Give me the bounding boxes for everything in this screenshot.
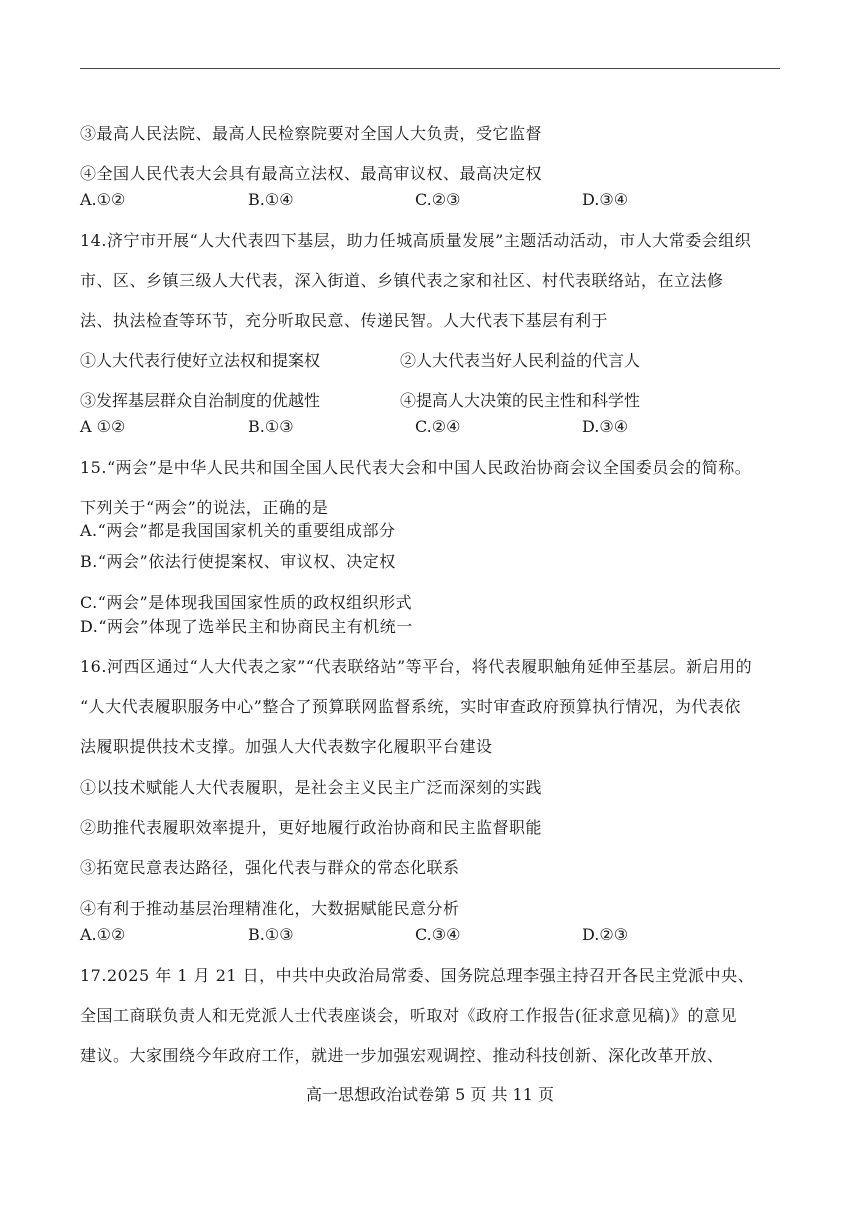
q14-item-2: ②人大代表当好人民利益的代言人 bbox=[400, 351, 641, 370]
q14-item-3: ③发挥基层群众自治制度的优越性 bbox=[80, 391, 321, 410]
q16-stem-line-2: “人大代表履职服务中心”整合了预算联网监督系统，实时审查政府预算执行情况，为代表依 bbox=[80, 697, 741, 716]
q15-stem-line-2: 下列关于“两会”的说法，正确的是 bbox=[80, 498, 329, 517]
q16-option-c: C.③④ bbox=[415, 925, 461, 944]
q13-item-4: ④全国人民代表大会具有最高立法权、最高审议权、最高决定权 bbox=[80, 164, 543, 183]
q16-option-b: B.①③ bbox=[248, 925, 294, 944]
q14-stem-line-3: 法、执法检查等环节，充分听取民意、传递民智。人大代表下基层有利于 bbox=[80, 311, 609, 330]
q14-items-row-2 bbox=[80, 391, 780, 411]
q15-option-d: D.“两会”体现了选举民主和协商民主有机统一 bbox=[80, 617, 413, 636]
q16-item-3: ③拓宽民意表达路径，强化代表与群众的常态化联系 bbox=[80, 858, 460, 877]
q13-options bbox=[80, 190, 780, 210]
q14-option-b: B.①③ bbox=[248, 417, 294, 436]
q16-item-4: ④有利于推动基层治理精准化，大数据赋能民意分析 bbox=[80, 899, 460, 918]
q14-items-row-1 bbox=[80, 351, 780, 371]
q16-stem-line-3: 法履职提供技术支撑。加强人大代表数字化履职平台建设 bbox=[80, 737, 493, 756]
q13-option-b: B.①④ bbox=[248, 190, 294, 209]
q17-stem-line-3: 建议。大家围绕今年政府工作，就进一步加强宏观调控、推动科技创新、深化改革开放、 bbox=[80, 1046, 724, 1065]
q15-option-c: C.“两会”是体现我国国家性质的政权组织形式 bbox=[80, 593, 413, 612]
q14-option-a: A ①② bbox=[80, 417, 126, 436]
q14-stem-line-1: 14.济宁市开展“人大代表四下基层，助力任城高质量发展”主题活动活动，市人大常委会组织 bbox=[80, 231, 752, 250]
q17-stem-line-1: 17.2025 年 1 月 21 日，中共中央政治局常委、国务院总理李强主持召开各民主党派中央、 bbox=[80, 966, 755, 985]
q14-options bbox=[80, 417, 780, 437]
q15-option-a: A.“两会”都是我国国家机关的重要组成部分 bbox=[80, 521, 396, 540]
q13-option-a: A.①② bbox=[80, 190, 126, 209]
q16-stem-line-1: 16.河西区通过“人大代表之家”“代表联络站”等平台，将代表履职触角延伸至基层。新启用的 bbox=[80, 657, 753, 676]
q13-option-c: C.②③ bbox=[415, 190, 461, 209]
q14-stem-line-2: 市、区、乡镇三级人大代表，深入街道、乡镇代表之家和社区、村代表联络站，在立法修 bbox=[80, 271, 724, 290]
q13-option-d: D.③④ bbox=[582, 190, 629, 209]
q16-option-d: D.②③ bbox=[582, 925, 629, 944]
q16-item-2: ②助推代表履职效率提升，更好地履行政治协商和民主监督职能 bbox=[80, 818, 543, 837]
q15-stem-line-1: 15.“两会”是中华人民共和国全国人民代表大会和中国人民政治协商会议全国委员会的简称。 bbox=[80, 458, 752, 477]
q17-stem-line-2: 全国工商联负责人和无党派人士代表座谈会，听取对《政府工作报告(征求意见稿)》的意见 bbox=[80, 1006, 737, 1025]
q16-item-1: ①以技术赋能人大代表履职，是社会主义民主广泛而深刻的实践 bbox=[80, 778, 543, 797]
q16-options bbox=[80, 925, 780, 945]
q16-option-a: A.①② bbox=[80, 925, 126, 944]
header-rule bbox=[80, 68, 780, 69]
q13-item-3: ③最高人民法院、最高人民检察院要对全国人大负责，受它监督 bbox=[80, 124, 543, 143]
q14-option-d: D.③④ bbox=[582, 417, 629, 436]
page-footer: 高一思想政治试卷第 5 页 共 11 页 bbox=[306, 1085, 554, 1104]
q14-item-4: ④提高人大决策的民主性和科学性 bbox=[400, 391, 641, 410]
q14-item-1: ①人大代表行使好立法权和提案权 bbox=[80, 351, 321, 370]
q15-option-b: B.“两会”依法行使提案权、审议权、决定权 bbox=[80, 552, 396, 571]
q14-option-c: C.②④ bbox=[415, 417, 461, 436]
